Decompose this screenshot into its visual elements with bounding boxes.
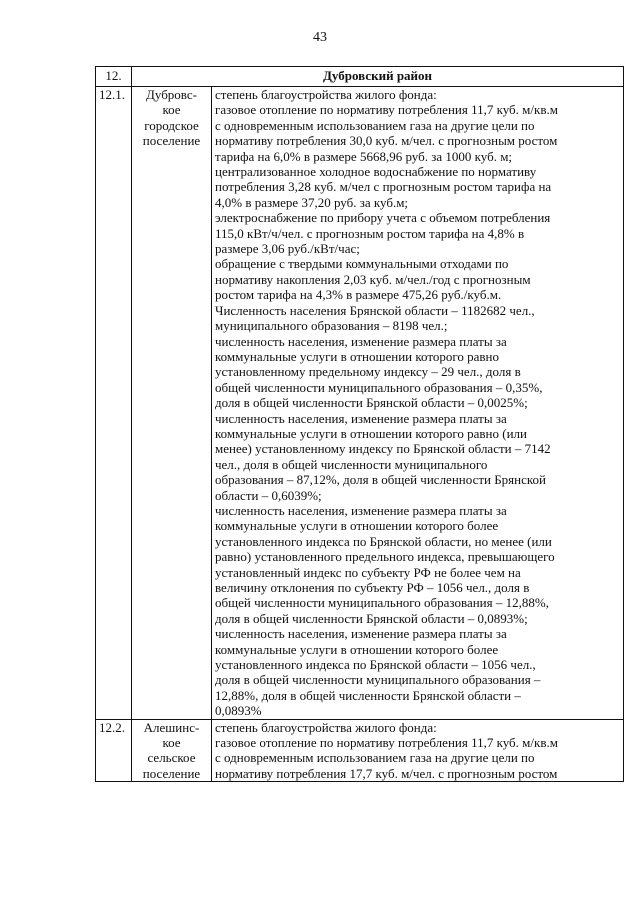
description-line: общей численности муниципального образования – 0,35%, <box>215 379 543 395</box>
description-line: численность населения, изменение размера платы за <box>215 333 507 349</box>
description-line: степень благоустройства жилого фонда: <box>215 719 437 735</box>
description-line: газовое отопление по нормативу потребления 11,7 куб. м/кв.м <box>215 735 558 751</box>
row-number: 12.2. <box>96 719 132 782</box>
settlement-name <box>132 87 212 720</box>
description-line: потребления 3,28 куб. м/чел с прогнозным ростом тарифа на <box>215 179 552 195</box>
description-line: коммунальные услуги в отношении которого более <box>215 518 499 534</box>
settlement-name-line: городское <box>144 117 199 133</box>
table-row <box>96 87 624 720</box>
description-line: нормативу потребления 30,0 куб. м/чел. с прогнозным ростом <box>215 133 558 149</box>
description-line: размере 3,06 руб./кВт/час; <box>215 241 360 257</box>
description-line: численность населения, изменение размера платы за <box>215 626 507 642</box>
description-line: численность населения, изменение размера платы за <box>215 502 507 518</box>
settlement-name-line: Дубровс- <box>146 87 197 102</box>
page-number: 43 <box>313 30 327 45</box>
description-line: установленного индекса по Брянской области, но менее (или <box>215 533 552 549</box>
description-line: 0,0893% <box>215 703 262 719</box>
settlement-description <box>212 719 624 782</box>
description-line: установленного индекса по Брянской области – 1056 чел., <box>215 657 536 673</box>
description-line: 12,88%, доля в общей численности Брянской области – <box>215 687 521 703</box>
description-line: с одновременным использованием газа на другие цели по <box>215 117 535 133</box>
description-line: доля в общей численности Брянской области – 0,0893%; <box>215 610 528 626</box>
description-line: доля в общей численности муниципального образования – <box>215 672 541 688</box>
description-line: коммунальные услуги в отношении которого более <box>215 641 499 657</box>
description-line: Численность населения Брянской области – 1182682 чел., <box>215 302 535 318</box>
description-line: коммунальные услуги в отношении которого равно (или <box>215 425 527 441</box>
description-line: газовое отопление по нормативу потребления 11,7 куб. м/кв.м <box>215 102 558 118</box>
settlement-name <box>132 719 212 782</box>
row-number: 12.1. <box>96 87 132 720</box>
settlement-name-line: сельское <box>147 750 196 766</box>
description-line: тарифа на 6,0% в размере 5668,96 руб. за 1000 куб. м; <box>215 148 513 164</box>
description-line: доля в общей численности Брянской области – 0,0025%; <box>215 395 528 411</box>
description-line: установленному предельному индексу – 29 чел., доля в <box>215 364 521 380</box>
description-line: установленный индекс по субъекту РФ не более чем на <box>215 564 521 580</box>
settlement-description <box>212 87 624 720</box>
section-title: Дубровский район <box>132 67 624 87</box>
description-line: коммунальные услуги в отношении которого равно <box>215 348 500 364</box>
settlement-name-line: поселение <box>142 133 201 149</box>
description-line: общей численности муниципального образования – 12,88%, <box>215 595 549 611</box>
table-row <box>96 719 624 782</box>
description-line: равно) установленного предельного индекса, превышающего <box>215 549 555 565</box>
section-number: 12. <box>96 67 132 87</box>
settlement-name-line: кое <box>162 735 181 751</box>
description-line: 4,0% в размере 37,20 руб. за куб.м; <box>215 194 409 210</box>
settlement-name-line: кое <box>162 102 181 118</box>
description-line: менее) установленному индексу по Брянской области – 7142 <box>215 441 551 457</box>
section-header-row <box>96 67 624 87</box>
description-line: области – 0,6039%; <box>215 487 322 503</box>
description-line: с одновременным использованием газа на другие цели по <box>215 750 535 766</box>
description-line: численность населения, изменение размера платы за <box>215 410 507 426</box>
description-line: муниципального образования – 8198 чел.; <box>215 318 448 334</box>
description-line: ростом тарифа на 4,3% в размере 475,26 руб./куб.м. <box>215 287 502 303</box>
description-line: образования – 87,12%, доля в общей численности Брянской <box>215 472 547 488</box>
description-line: нормативу накопления 2,03 куб. м/чел./год с прогнозным <box>215 271 531 287</box>
description-line: величину отклонения по субъекту РФ – 1056 чел., доля в <box>215 580 530 595</box>
description-line: обращение с твердыми коммунальными отходами по <box>215 256 509 272</box>
description-line: электроснабжение по прибору учета с объемом потребления <box>215 210 551 226</box>
description-line: чел., доля в общей численности муниципального <box>215 456 488 472</box>
description-line: централизованное холодное водоснабжение по нормативу <box>215 164 537 180</box>
description-line: нормативу потребления 17,7 куб. м/чел. с прогнозным ростом <box>215 765 558 781</box>
description-line: степень благоустройства жилого фонда: <box>215 87 437 102</box>
tariff-table <box>95 66 624 782</box>
settlement-name-line: Алешинс- <box>143 719 200 735</box>
settlement-name-line: поселение <box>142 765 201 781</box>
description-line: 115,0 кВт/ч/чел. с прогнозным ростом тарифа на 4,8% в <box>215 225 525 241</box>
